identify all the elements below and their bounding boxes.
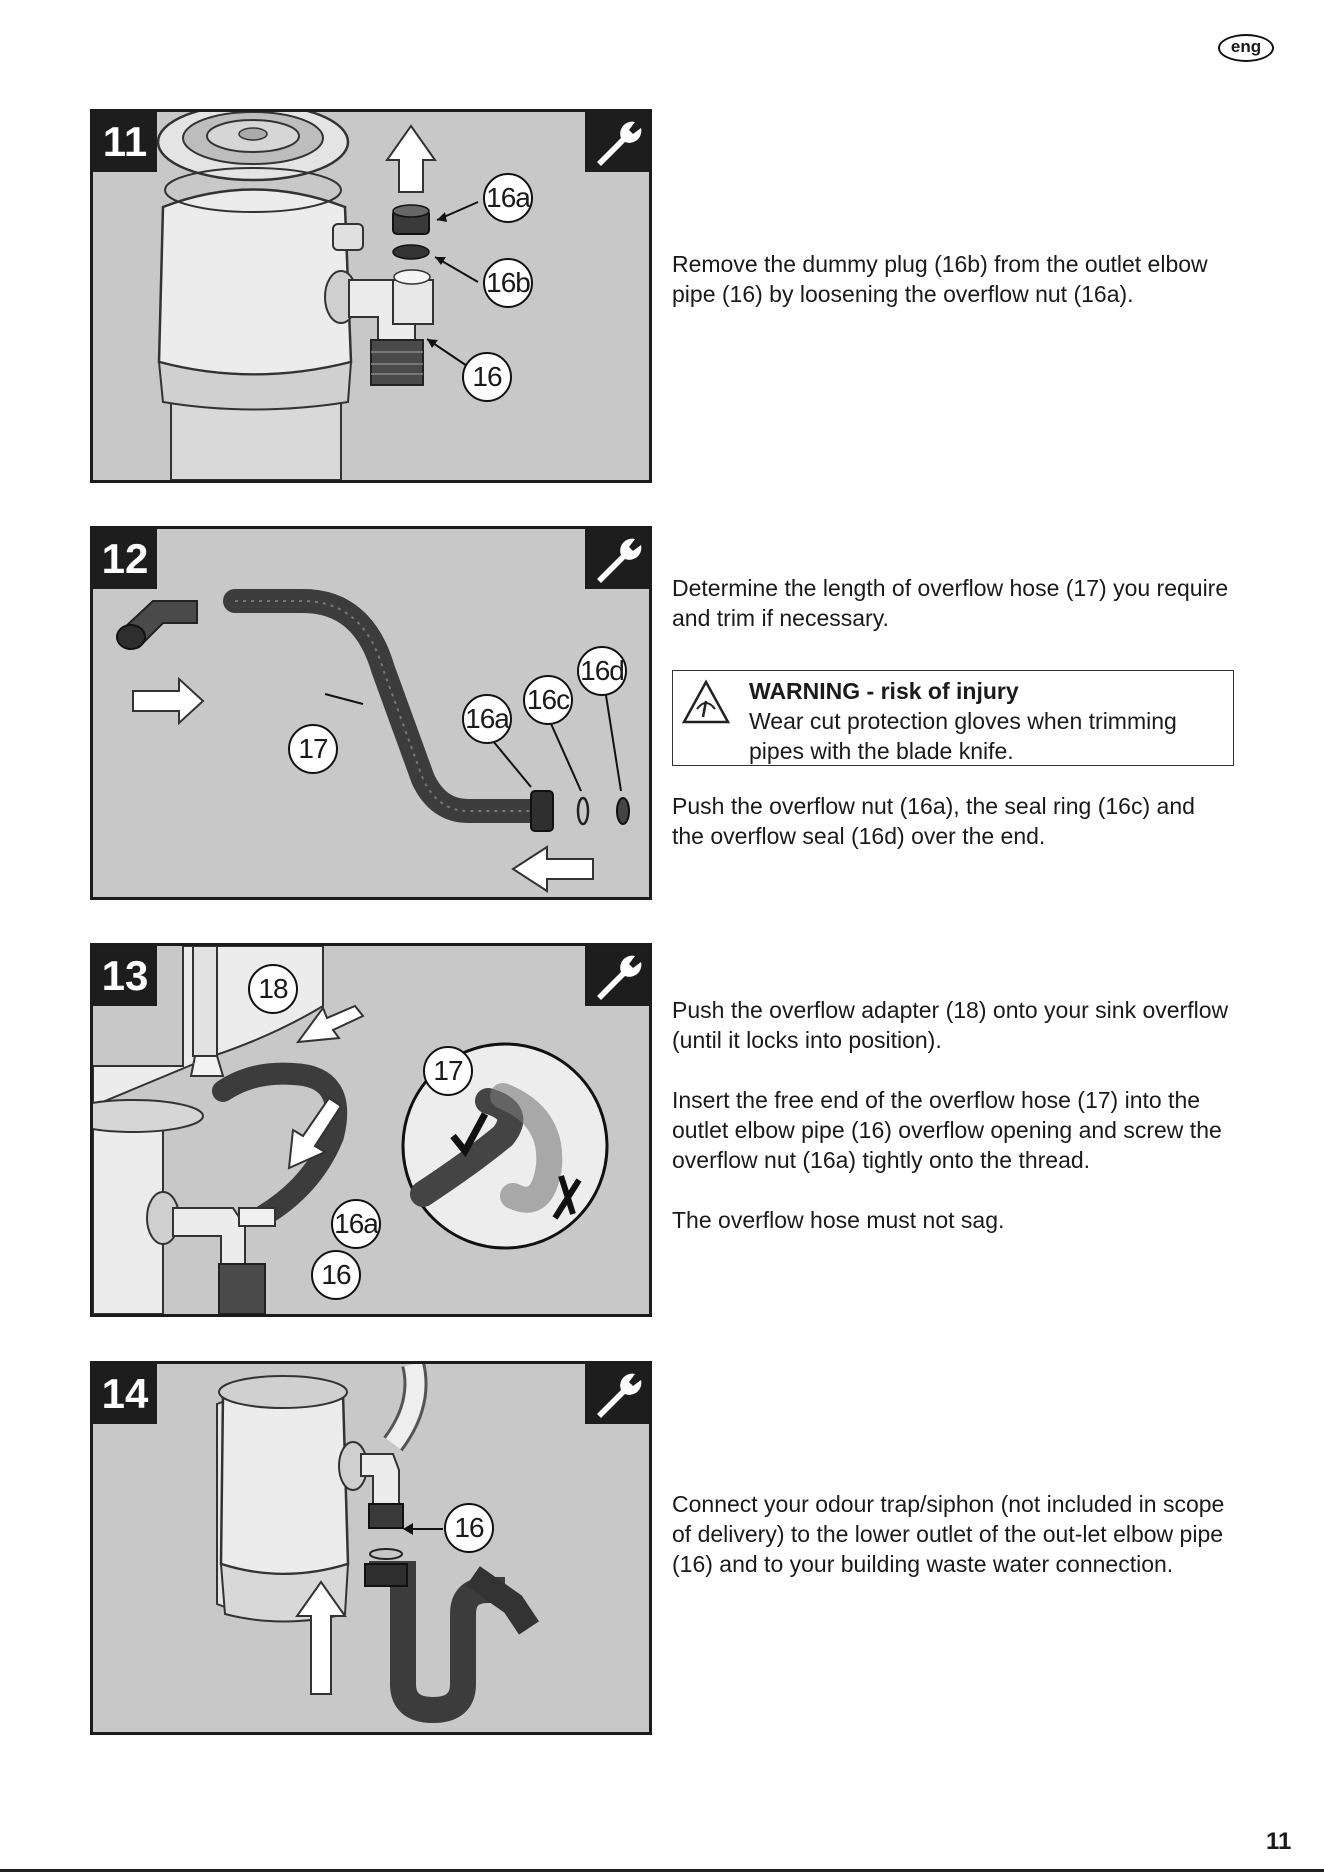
warning-title: WARNING - risk of injury <box>749 678 1019 704</box>
step-number: 12 <box>93 529 157 589</box>
step-number: 11 <box>93 112 157 172</box>
step-number: 13 <box>93 946 157 1006</box>
step-13-illustration <box>90 943 652 1317</box>
instruction-paragraph: Determine the length of overflow hose (17) you require and trim if necessary. <box>672 575 1229 631</box>
callout-18: 18 <box>248 964 298 1014</box>
page-number: 11 <box>1266 1828 1292 1855</box>
callout-16: 16 <box>462 352 512 402</box>
disposer-outlet-illustration <box>93 112 649 480</box>
step-14-instructions <box>672 1489 1232 1609</box>
callout-16a: 16a <box>483 173 533 223</box>
callout-16: 16 <box>311 1250 361 1300</box>
callout-16a: 16a <box>462 694 512 744</box>
callout-16c: 16c <box>523 675 573 725</box>
instruction-paragraph: The overflow hose must not sag. <box>672 1207 1005 1233</box>
cut-hazard-warning-icon <box>681 679 731 725</box>
wrench-icon <box>585 112 649 172</box>
siphon-connection-illustration <box>93 1364 649 1732</box>
step-11-illustration <box>90 109 652 483</box>
callout-17: 17 <box>288 724 338 774</box>
instruction-paragraph: Insert the free end of the overflow hose (17) into the outlet elbow pipe (16) overflow opening and screw the overflow nut (16a) tightly onto the thread. <box>672 1087 1222 1173</box>
instruction-paragraph: Push the overflow adapter (18) onto your sink overflow (until it locks into position). <box>672 997 1229 1053</box>
callout-17: 17 <box>423 1046 473 1096</box>
step-11-instructions <box>672 249 1232 339</box>
warning-box <box>672 670 1234 766</box>
wrench-icon <box>585 529 649 589</box>
overflow-connection-illustration <box>93 946 649 1314</box>
wrench-icon <box>585 1364 649 1424</box>
step-13-instructions <box>672 995 1232 1265</box>
language-badge: eng <box>1218 34 1274 62</box>
step-14-illustration <box>90 1361 652 1735</box>
instruction-paragraph: Connect your odour trap/siphon (not included in scope of delivery) to the lower outlet of the out-let elbow pipe (16) and to your building waste water connection. <box>672 1491 1225 1577</box>
callout-16d: 16d <box>577 646 627 696</box>
step-12-instructions-bottom <box>672 791 1232 881</box>
callout-16a: 16a <box>331 1199 381 1249</box>
callout-16b: 16b <box>483 258 533 308</box>
step-12-instructions-top <box>672 573 1232 663</box>
warning-body: Wear cut protection gloves when trimming pipes with the blade knife. <box>749 708 1177 764</box>
wrench-icon <box>585 946 649 1006</box>
callout-16: 16 <box>444 1503 494 1553</box>
step-number: 14 <box>93 1364 157 1424</box>
instruction-paragraph: Push the overflow nut (16a), the seal ring (16c) and the overflow seal (16d) over the end. <box>672 793 1195 849</box>
instruction-paragraph: Remove the dummy plug (16b) from the outlet elbow pipe (16) by loosening the overflow nut (16a). <box>672 251 1208 307</box>
step-12-illustration <box>90 526 652 900</box>
